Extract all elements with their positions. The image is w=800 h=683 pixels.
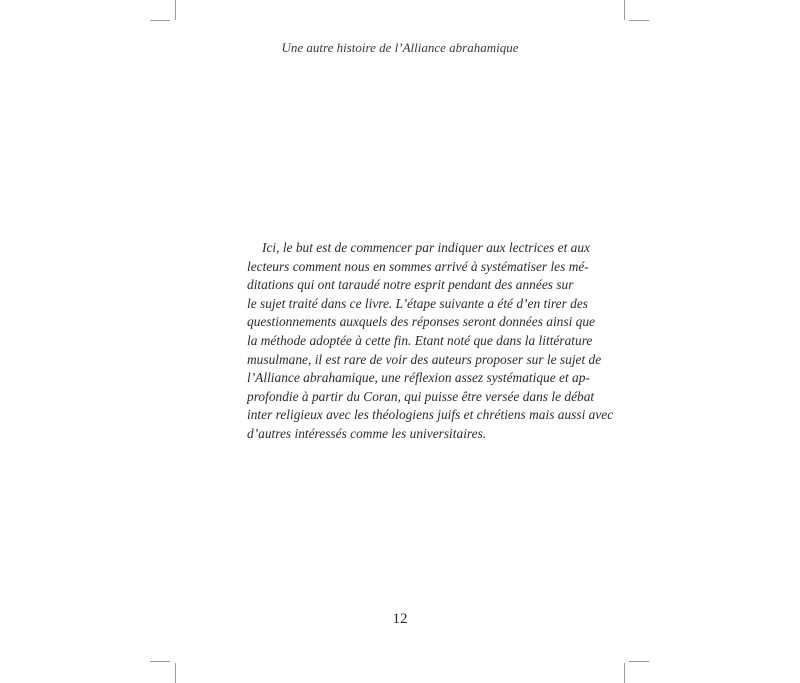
running-head: Une autre histoire de l’Alliance abrahamique xyxy=(281,40,519,55)
paragraph-line: Ici, le but est de commencer par indiquer aux lectrices et aux xyxy=(262,240,590,255)
paragraph-line: l’Alliance abrahamique, une réflexion assez systématique et ap- xyxy=(247,370,590,386)
paragraph-line: lecteurs comment nous en sommes arrivé à systématiser les mé- xyxy=(247,258,589,274)
paragraph-line: ditations qui ont taraudé notre esprit pendant des années sur xyxy=(247,277,574,293)
paragraph-line: musulmane, il est rare de voir des auteurs proposer sur le sujet de xyxy=(247,351,602,367)
crop-mark-top-right-h xyxy=(629,20,649,21)
crop-mark-top-left-v xyxy=(175,0,176,20)
crop-mark-bottom-right-h xyxy=(629,661,649,662)
crop-mark-bottom-left-v xyxy=(175,663,176,683)
crop-mark-bottom-right-v xyxy=(624,663,625,683)
paragraph-line: le sujet traité dans ce livre. L’étape suivante a été d’en tirer des xyxy=(247,295,588,311)
crop-mark-top-right-v xyxy=(624,0,625,20)
crop-mark-top-left-h xyxy=(150,20,170,21)
crop-mark-bottom-left-h xyxy=(150,661,170,662)
paragraph-line: inter religieux avec les théologiens juifs et chrétiens mais aussi avec xyxy=(247,407,614,423)
paragraph-line: d’autres intéressés comme les universitaires. xyxy=(247,425,487,441)
page-number: 12 xyxy=(392,611,408,627)
paragraph-line: la méthode adoptée à cette fin. Etant noté que dans la littérature xyxy=(247,332,593,348)
paragraph-line: profondie à partir du Coran, qui puisse être versée dans le débat xyxy=(247,388,595,404)
body-paragraph xyxy=(247,239,614,444)
paragraph-line: questionnements auxquels des réponses seront données ainsi que xyxy=(247,314,595,330)
